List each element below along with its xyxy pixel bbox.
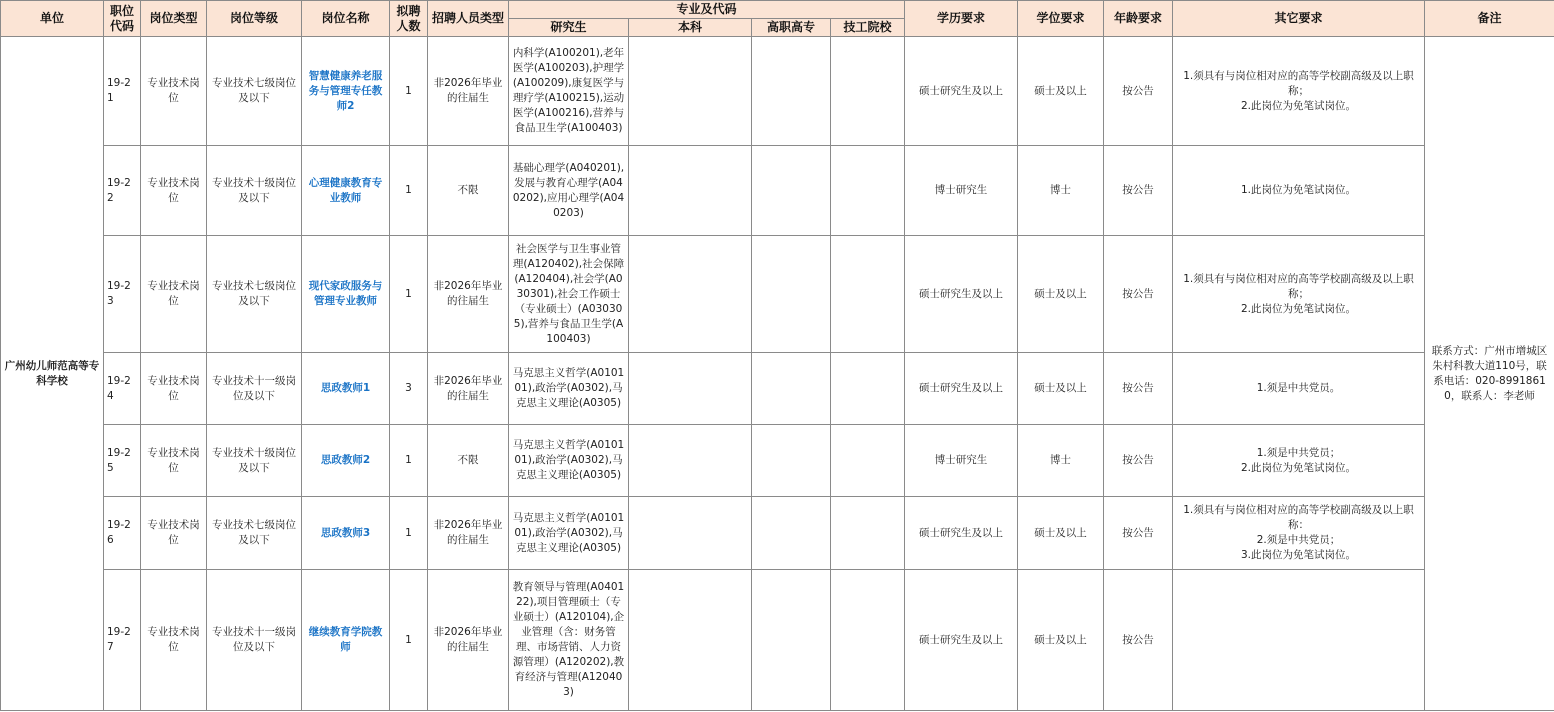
cell-grade: 专业技术十一级岗位及以下	[207, 353, 302, 425]
cell-education: 硕士研究生及以上	[905, 37, 1018, 146]
header-unit: 单位	[1, 1, 104, 37]
cell-type: 专业技术岗位	[141, 353, 207, 425]
cell-code: 19-22	[104, 146, 141, 236]
cell-grad: 马克思主义哲学(A010101),政治学(A0302),马克思主义理论(A0305)	[509, 425, 629, 497]
cell-count: 1	[390, 425, 428, 497]
cell-technical	[831, 37, 905, 146]
cell-recruit: 非2026年毕业的往届生	[428, 570, 509, 711]
header-remark: 备注	[1425, 1, 1554, 37]
cell-code: 19-24	[104, 353, 141, 425]
cell-count: 1	[390, 236, 428, 353]
cell-degree: 博士	[1018, 146, 1104, 236]
cell-bachelor	[629, 497, 752, 570]
cell-recruit: 非2026年毕业的往届生	[428, 353, 509, 425]
cell-education: 硕士研究生及以上	[905, 236, 1018, 353]
cell-technical	[831, 497, 905, 570]
cell-name: 智慧健康养老服务与管理专任教师2	[302, 37, 390, 146]
unit-cell: 广州幼儿师范高等专科学校	[1, 37, 104, 711]
cell-other: 1.须具有与岗位相对应的高等学校副高级及以上职称； 2.此岗位为免笔试岗位。	[1173, 236, 1425, 353]
cell-name: 现代家政服务与管理专业教师	[302, 236, 390, 353]
header-education: 学历要求	[905, 1, 1018, 37]
cell-grad: 内科学(A100201),老年医学(A100203),护理学(A100209),康复医学与理疗学(A100215),运动医学(A100216),营养与食品卫生学(A100403)	[509, 37, 629, 146]
header-code: 职位 代码	[104, 1, 141, 37]
cell-other: 1.此岗位为免笔试岗位。	[1173, 146, 1425, 236]
cell-vocational	[752, 236, 831, 353]
cell-name: 心理健康教育专业教师	[302, 146, 390, 236]
cell-vocational	[752, 37, 831, 146]
cell-bachelor	[629, 146, 752, 236]
cell-recruit: 非2026年毕业的往届生	[428, 497, 509, 570]
cell-bachelor	[629, 236, 752, 353]
table-header	[1, 1, 1554, 37]
cell-degree: 硕士及以上	[1018, 353, 1104, 425]
cell-grad: 马克思主义哲学(A010101),政治学(A0302),马克思主义理论(A0305)	[509, 497, 629, 570]
table-row	[1, 570, 1554, 711]
cell-technical	[831, 236, 905, 353]
cell-technical	[831, 570, 905, 711]
cell-recruit: 不限	[428, 425, 509, 497]
cell-grade: 专业技术十级岗位及以下	[207, 146, 302, 236]
table-row	[1, 497, 1554, 570]
cell-count: 1	[390, 497, 428, 570]
cell-type: 专业技术岗位	[141, 425, 207, 497]
cell-bachelor	[629, 570, 752, 711]
cell-grade: 专业技术七级岗位及以下	[207, 497, 302, 570]
cell-education: 博士研究生	[905, 146, 1018, 236]
cell-other: 1.须具有与岗位相对应的高等学校副高级及以上职称； 2.此岗位为免笔试岗位。	[1173, 37, 1425, 146]
cell-age: 按公告	[1104, 146, 1173, 236]
header-grade: 岗位等级	[207, 1, 302, 37]
cell-grad: 基础心理学(A040201),发展与教育心理学(A040202),应用心理学(A040203)	[509, 146, 629, 236]
cell-degree: 博士	[1018, 425, 1104, 497]
cell-education: 硕士研究生及以上	[905, 570, 1018, 711]
cell-age: 按公告	[1104, 425, 1173, 497]
cell-grade: 专业技术七级岗位及以下	[207, 37, 302, 146]
cell-vocational	[752, 146, 831, 236]
cell-degree: 硕士及以上	[1018, 497, 1104, 570]
cell-grade: 专业技术十一级岗位及以下	[207, 570, 302, 711]
cell-count: 1	[390, 37, 428, 146]
cell-code: 19-25	[104, 425, 141, 497]
cell-count: 1	[390, 146, 428, 236]
cell-bachelor	[629, 353, 752, 425]
cell-code: 19-21	[104, 37, 141, 146]
cell-name: 思政教师2	[302, 425, 390, 497]
header-grad: 研究生	[509, 19, 629, 37]
table-row	[1, 146, 1554, 236]
cell-grad: 社会医学与卫生事业管理(A120402),社会保障(A120404),社会学(A030301),社会工作硕士（专业硕士）(A030305),营养与食品卫生学(A100403)	[509, 236, 629, 353]
cell-recruit: 非2026年毕业的往届生	[428, 37, 509, 146]
header-type: 岗位类型	[141, 1, 207, 37]
cell-name: 思政教师1	[302, 353, 390, 425]
cell-grade: 专业技术七级岗位及以下	[207, 236, 302, 353]
cell-count: 1	[390, 570, 428, 711]
cell-bachelor	[629, 37, 752, 146]
cell-age: 按公告	[1104, 497, 1173, 570]
cell-name: 继续教育学院教师	[302, 570, 390, 711]
cell-vocational	[752, 497, 831, 570]
cell-age: 按公告	[1104, 353, 1173, 425]
cell-other: 1.须是中共党员； 2.此岗位为免笔试岗位。	[1173, 425, 1425, 497]
cell-type: 专业技术岗位	[141, 570, 207, 711]
table-row	[1, 37, 1554, 146]
cell-degree: 硕士及以上	[1018, 37, 1104, 146]
cell-technical	[831, 146, 905, 236]
cell-age: 按公告	[1104, 37, 1173, 146]
header-technical: 技工院校	[831, 19, 905, 37]
cell-vocational	[752, 353, 831, 425]
remark-cell: 联系方式：广州市增城区朱村科教大道110号，联系电话：020-89918610，联系人：李老师	[1425, 37, 1554, 711]
cell-education: 博士研究生	[905, 425, 1018, 497]
cell-grad: 教育领导与管理(A040122),项目管理硕士（专业硕士）(A120104),企业管理（含：财务管理、市场营销、人力资源管理）(A120202),教育经济与管理(A120403)	[509, 570, 629, 711]
header-age: 年龄要求	[1104, 1, 1173, 37]
cell-bachelor	[629, 425, 752, 497]
cell-code: 19-27	[104, 570, 141, 711]
cell-age: 按公告	[1104, 570, 1173, 711]
cell-code: 19-23	[104, 236, 141, 353]
cell-type: 专业技术岗位	[141, 37, 207, 146]
table-row	[1, 236, 1554, 353]
cell-other: 1.须具有与岗位相对应的高等学校副高级及以上职称： 2.须是中共党员； 3.此岗位为免笔试岗位。	[1173, 497, 1425, 570]
cell-age: 按公告	[1104, 236, 1173, 353]
header-degree: 学位要求	[1018, 1, 1104, 37]
cell-grad: 马克思主义哲学(A010101),政治学(A0302),马克思主义理论(A0305)	[509, 353, 629, 425]
cell-recruit: 不限	[428, 146, 509, 236]
table-row	[1, 353, 1554, 425]
cell-education: 硕士研究生及以上	[905, 497, 1018, 570]
cell-degree: 硕士及以上	[1018, 570, 1104, 711]
cell-technical	[831, 425, 905, 497]
cell-name: 思政教师3	[302, 497, 390, 570]
cell-vocational	[752, 425, 831, 497]
header-bachelor: 本科	[629, 19, 752, 37]
table-row	[1, 425, 1554, 497]
cell-technical	[831, 353, 905, 425]
cell-other	[1173, 570, 1425, 711]
table-body	[1, 37, 1554, 711]
cell-code: 19-26	[104, 497, 141, 570]
cell-type: 专业技术岗位	[141, 236, 207, 353]
cell-recruit: 非2026年毕业的往届生	[428, 236, 509, 353]
cell-grade: 专业技术十级岗位及以下	[207, 425, 302, 497]
header-name: 岗位名称	[302, 1, 390, 37]
header-major: 专业及代码	[509, 1, 905, 19]
cell-type: 专业技术岗位	[141, 497, 207, 570]
header-vocational: 高职高专	[752, 19, 831, 37]
cell-vocational	[752, 570, 831, 711]
cell-degree: 硕士及以上	[1018, 236, 1104, 353]
cell-education: 硕士研究生及以上	[905, 353, 1018, 425]
header-other: 其它要求	[1173, 1, 1425, 37]
header-count: 拟聘 人数	[390, 1, 428, 37]
cell-type: 专业技术岗位	[141, 146, 207, 236]
cell-count: 3	[390, 353, 428, 425]
header-recruit: 招聘人员类型	[428, 1, 509, 37]
cell-other: 1.须是中共党员。	[1173, 353, 1425, 425]
